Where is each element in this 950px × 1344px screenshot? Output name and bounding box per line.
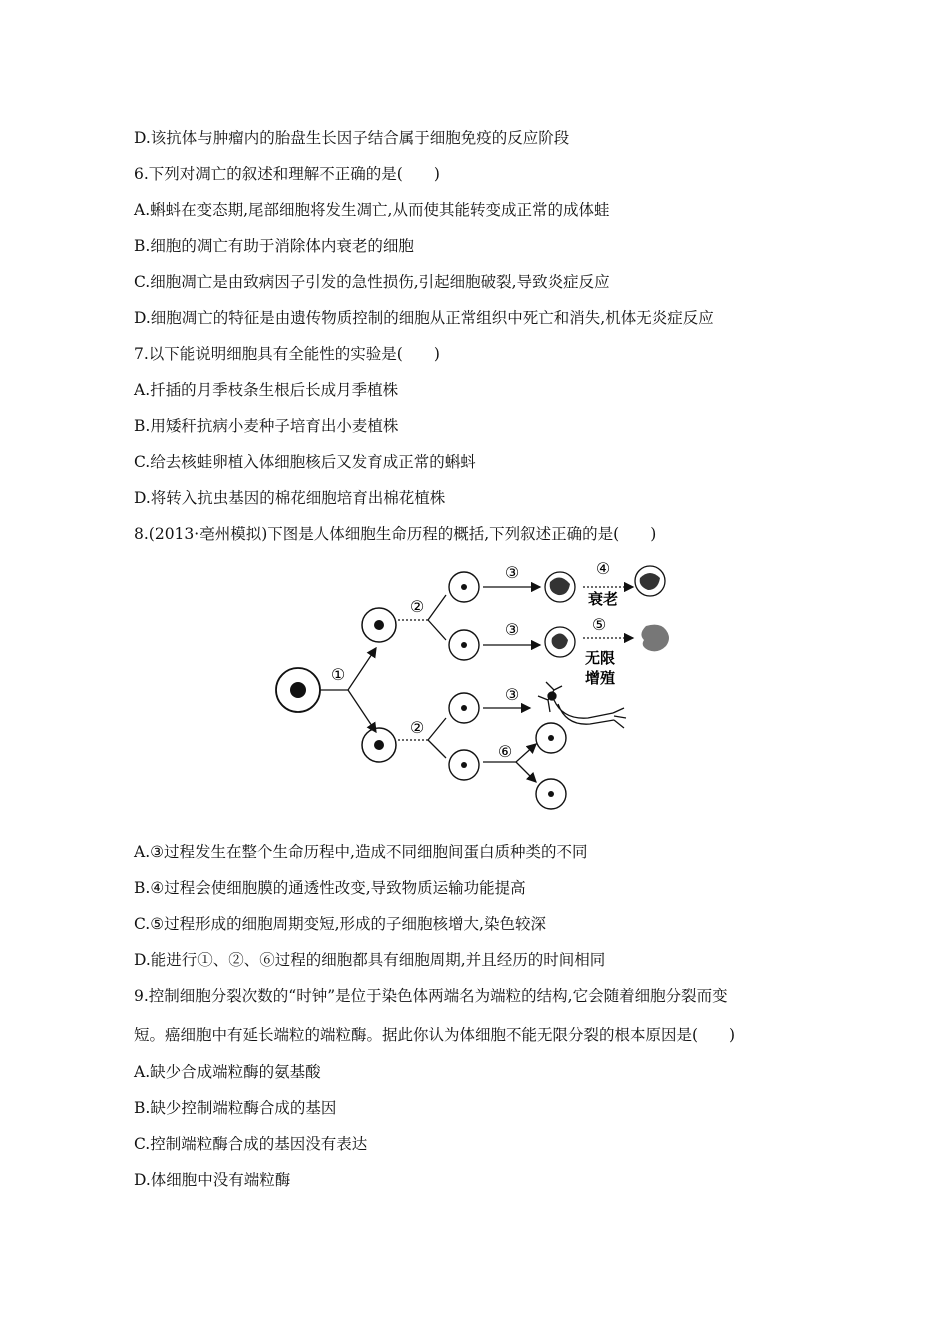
- mother-cell: [276, 668, 320, 712]
- option-d-q5: D.该抗体与肿瘤内的胎盘生长因子结合属于细胞免疫的反应阶段: [134, 129, 570, 147]
- step-3b-label: ③: [504, 620, 520, 639]
- cancer-cell-shape: [641, 625, 669, 652]
- step-2a-label: ②: [409, 597, 425, 616]
- step-3c-label: ③: [504, 685, 520, 704]
- aging-label: 衰老: [587, 590, 619, 608]
- question-9-line-1: 9.控制细胞分裂次数的“时钟”是位于染色体两端名为端粒的结构,它会随着细胞分裂而变: [134, 987, 728, 1005]
- differentiated-cell-2: [545, 627, 575, 657]
- q7-option-a: A.扦插的月季枝条生根后长成月季植株: [134, 381, 399, 399]
- step-3a-label: ③: [504, 563, 520, 582]
- daughter-cell-2: [536, 779, 566, 809]
- cell-life-history-diagram: [268, 550, 688, 820]
- cell-a: [449, 572, 479, 602]
- q7-option-b: B.用矮秆抗病小麦种子培育出小麦植株: [134, 417, 399, 435]
- step-2b-label: ②: [409, 718, 425, 737]
- q9-option-a: A.缺少合成端粒酶的氨基酸: [134, 1063, 321, 1081]
- question-9-line-2: 短。癌细胞中有延长端粒的端粒酶。据此你认为体细胞不能无限分裂的根本原因是( ): [134, 1026, 736, 1044]
- q8-option-a: A.③过程发生在整个生命历程中,造成不同细胞间蛋白质种类的不同: [134, 843, 588, 861]
- cell-d: [449, 750, 479, 780]
- q6-option-d: D.细胞凋亡的特征是由遗传物质控制的细胞从正常组织中死亡和消失,机体无炎症反应: [134, 309, 714, 327]
- aged-cell: [635, 566, 665, 596]
- unlimited-label-1: 无限: [584, 649, 616, 667]
- cell-lower: [362, 728, 396, 762]
- neuron-cell: [538, 682, 626, 728]
- differentiated-cell: [545, 572, 575, 602]
- step-5-label: ⑤: [591, 615, 607, 634]
- unlimited-label-2: 增殖: [584, 669, 616, 687]
- question-8: 8.(2013·亳州模拟)下图是人体细胞生命历程的概括,下列叙述正确的是( ): [134, 525, 657, 543]
- question-6: 6.下列对凋亡的叙述和理解不正确的是( ): [134, 165, 440, 183]
- q7-option-d: D.将转入抗虫基因的棉花细胞培育出棉花植株: [134, 489, 446, 507]
- q7-option-c: C.给去核蛙卵植入体细胞核后又发育成正常的蝌蚪: [134, 453, 476, 471]
- q8-option-c: C.⑤过程形成的细胞周期变短,形成的子细胞核增大,染色较深: [134, 915, 546, 933]
- step-1-label: ①: [330, 665, 346, 684]
- q8-option-d: D.能进行①、②、⑥过程的细胞都具有细胞周期,并且经历的时间相同: [134, 951, 606, 969]
- q6-option-a: A.蝌蚪在变态期,尾部细胞将发生凋亡,从而使其能转变成正常的成体蛙: [134, 201, 610, 219]
- q9-option-d: D.体细胞中没有端粒酶: [134, 1171, 291, 1189]
- q6-option-c: C.细胞凋亡是由致病因子引发的急性损伤,引起细胞破裂,导致炎症反应: [134, 273, 610, 291]
- cell-c: [449, 693, 479, 723]
- q9-option-b: B.缺少控制端粒酶合成的基因: [134, 1099, 337, 1117]
- daughter-cell-1: [536, 723, 566, 753]
- q6-option-b: B.细胞的凋亡有助于消除体内衰老的细胞: [134, 237, 414, 255]
- step-6-label: ⑥: [497, 742, 513, 761]
- q8-option-b: B.④过程会使细胞膜的通透性改变,导致物质运输功能提高: [134, 879, 526, 897]
- cell-upper: [362, 608, 396, 642]
- question-7: 7.以下能说明细胞具有全能性的实验是( ): [134, 345, 440, 363]
- cell-b: [449, 630, 479, 660]
- step-4-label: ④: [595, 559, 611, 578]
- q9-option-c: C.控制端粒酶合成的基因没有表达: [134, 1135, 368, 1153]
